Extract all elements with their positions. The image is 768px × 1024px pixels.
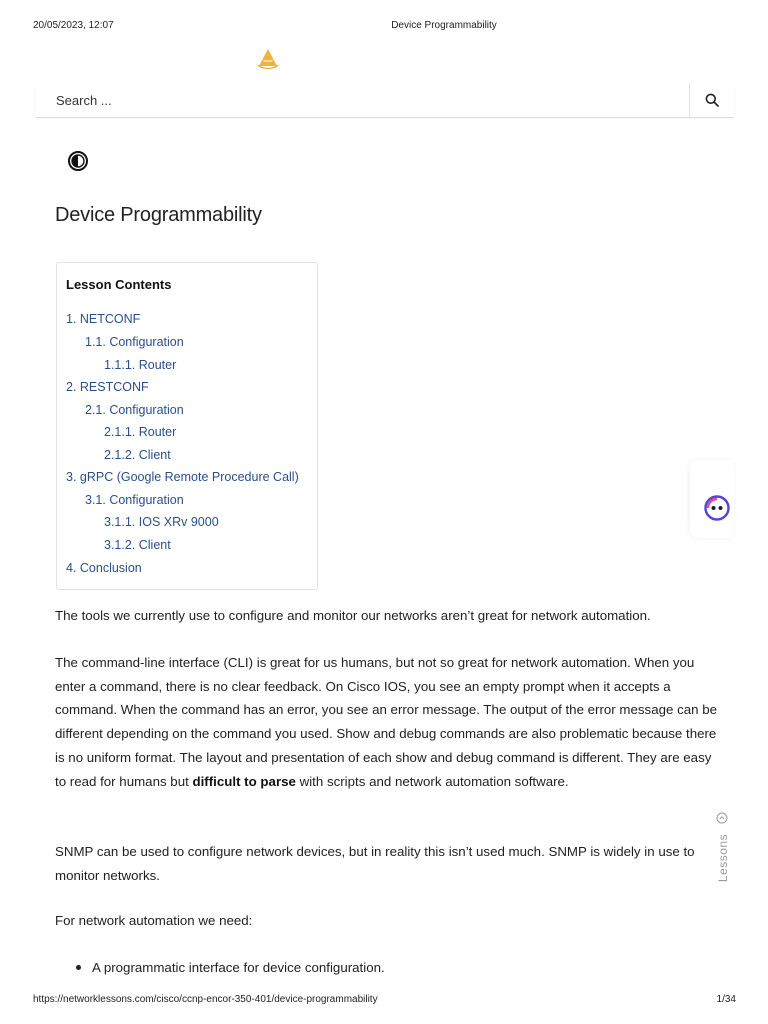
paragraph-text: with scripts and network automation software. [295, 773, 569, 789]
toc-link[interactable]: 4. Conclusion [66, 561, 142, 575]
paragraph-text: The command-line interface (CLI) is great for us humans, but not so great for network automation. When you enter a command, there is no clear feedback. On Cisco IOS, you see an empty prompt when it accepts a command. When the command has an error, you see an error message. The output of the error message can be different depending on the command you used. Show and debug commands are also problematic because there is no uniform format. The layout and presentation of each show and debug command is different. They are easy to read for humans but [55, 655, 717, 789]
toc-link[interactable]: 3. gRPC (Google Remote Procedure Call) [66, 470, 299, 484]
list-item: A programmatic interface for device configuration. [92, 956, 752, 980]
toc-link[interactable]: 3.1. Configuration [85, 493, 184, 507]
toc-heading: Lesson Contents [66, 277, 172, 292]
paragraph: The tools we currently use to configure and monitor our networks aren’t great for network automation. [55, 608, 651, 623]
bold-emphasis: difficult to parse [192, 773, 296, 789]
site-logo-icon[interactable] [255, 48, 281, 72]
paragraph: For network automation we need: [55, 913, 253, 928]
toc-link[interactable]: 2.1.2. Client [104, 448, 171, 462]
paragraph: SNMP can be used to configure network devices, but in reality this isn’t used much. SNMP is widely in use to monitor networks. [55, 844, 695, 883]
paragraph [55, 651, 720, 793]
contrast-toggle-icon[interactable] [67, 150, 89, 172]
chat-bot-icon[interactable] [704, 495, 730, 521]
toc-link[interactable]: 3.1.1. IOS XRv 9000 [104, 515, 219, 529]
requirements-list [55, 956, 752, 980]
lessons-tab-label[interactable]: Lessons [716, 833, 730, 883]
search-bar [36, 83, 734, 118]
search-input[interactable] [36, 83, 688, 117]
toc-link[interactable]: 3.1.2. Client [104, 538, 171, 552]
print-url: https://networklessons.com/cisco/ccnp-encor-350-401/device-programmability [33, 994, 378, 1005]
toc-link[interactable]: 2.1.1. Router [104, 425, 177, 439]
toc-link[interactable]: 2. RESTCONF [66, 380, 149, 394]
search-button[interactable] [689, 83, 734, 117]
toc-link[interactable]: 2.1. Configuration [85, 403, 184, 417]
print-document-title: Device Programmability [391, 20, 497, 31]
toc-link[interactable]: 1. NETCONF [66, 312, 141, 326]
page-title: Device Programmability [55, 204, 262, 226]
search-icon [705, 93, 719, 107]
toc-link[interactable]: 1.1.1. Router [104, 358, 177, 372]
lesson-contents-box [56, 262, 318, 590]
print-page-number: 1/34 [716, 994, 736, 1005]
toc-link[interactable]: 1.1. Configuration [85, 335, 184, 349]
print-datetime: 20/05/2023, 12:07 [33, 20, 114, 31]
chevron-up-icon[interactable] [716, 812, 728, 824]
